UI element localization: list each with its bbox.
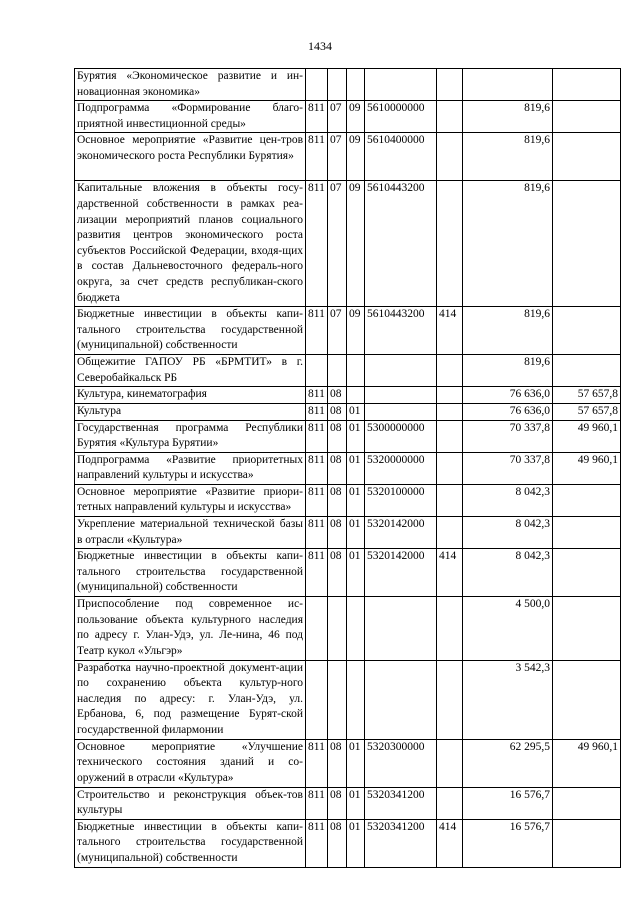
amount-2-cell: 49 960,1 — [553, 739, 621, 787]
grbs-code-cell — [306, 597, 328, 660]
section-code-cell: 07 — [328, 181, 347, 307]
amount-2-cell — [553, 787, 621, 819]
target-article-cell: 5320000000 — [365, 452, 437, 484]
row-name-cell: Общежитие ГАПОУ РБ «БРМТИТ» в г. Северобайкальск РБ — [75, 355, 306, 387]
expense-type-cell — [437, 452, 463, 484]
row-name-cell: Укрепление материальной технической базы в отрасли «Культура» — [75, 517, 306, 549]
grbs-code-cell: 811 — [306, 101, 328, 133]
amount-2-cell — [553, 133, 621, 181]
target-article-cell — [365, 403, 437, 420]
table-row — [75, 549, 621, 597]
row-name-cell: Приспособление под современное ис-пользование объекта культурного наследия по адресу г. Улан-Удэ, ул. Ле-нина, 46 под Театр кукол «Ульгэр» — [75, 597, 306, 660]
expense-type-cell — [437, 660, 463, 739]
expense-type-cell — [437, 517, 463, 549]
amount-cell: 76 636,0 — [463, 403, 553, 420]
subsection-code-cell — [347, 660, 365, 739]
subsection-code-cell: 01 — [347, 739, 365, 787]
target-article-cell — [365, 597, 437, 660]
section-code-cell: 08 — [328, 787, 347, 819]
section-code-cell: 08 — [328, 819, 347, 867]
subsection-code-cell — [347, 597, 365, 660]
amount-cell: 819,6 — [463, 133, 553, 181]
amount-2-cell: 57 657,8 — [553, 387, 621, 404]
amount-cell: 819,6 — [463, 181, 553, 307]
row-name-cell: Культура, кинематография — [75, 387, 306, 404]
target-article-cell: 5300000000 — [365, 420, 437, 452]
table-row — [75, 420, 621, 452]
grbs-code-cell: 811 — [306, 739, 328, 787]
table-row — [75, 387, 621, 404]
expense-type-cell — [437, 597, 463, 660]
amount-2-cell — [553, 597, 621, 660]
amount-2-cell — [553, 660, 621, 739]
expense-type-cell — [437, 355, 463, 387]
row-name-cell: Культура — [75, 403, 306, 420]
grbs-code-cell: 811 — [306, 452, 328, 484]
target-article-cell: 5610000000 — [365, 101, 437, 133]
section-code-cell: 08 — [328, 387, 347, 404]
expense-type-cell — [437, 133, 463, 181]
row-name-cell: Бюджетные инвестиции в объекты капи-тального строительства государственной (муниципальной) собственности — [75, 307, 306, 355]
expense-type-cell — [437, 181, 463, 307]
amount-cell: 819,6 — [463, 355, 553, 387]
amount-cell: 8 042,3 — [463, 549, 553, 597]
table-row — [75, 787, 621, 819]
section-code-cell: 07 — [328, 101, 347, 133]
row-name-cell: Бурятия «Экономическое развитие и ин-новационная экономика» — [75, 69, 306, 101]
target-article-cell — [365, 355, 437, 387]
section-code-cell — [328, 597, 347, 660]
amount-cell: 76 636,0 — [463, 387, 553, 404]
section-code-cell: 08 — [328, 420, 347, 452]
grbs-code-cell: 811 — [306, 484, 328, 516]
amount-2-cell — [553, 69, 621, 101]
subsection-code-cell — [347, 387, 365, 404]
grbs-code-cell: 811 — [306, 819, 328, 867]
section-code-cell: 08 — [328, 452, 347, 484]
grbs-code-cell — [306, 660, 328, 739]
target-article-cell: 5320142000 — [365, 549, 437, 597]
table-row — [75, 660, 621, 739]
table-row — [75, 69, 621, 101]
section-code-cell: 08 — [328, 517, 347, 549]
section-code-cell: 08 — [328, 484, 347, 516]
expense-type-cell — [437, 787, 463, 819]
amount-cell: 70 337,8 — [463, 452, 553, 484]
subsection-code-cell — [347, 355, 365, 387]
amount-cell: 62 295,5 — [463, 739, 553, 787]
expense-type-cell — [437, 101, 463, 133]
table-row — [75, 133, 621, 181]
row-name-cell: Государственная программа Республики Бурятия «Культура Бурятии» — [75, 420, 306, 452]
amount-2-cell — [553, 517, 621, 549]
target-article-cell: 5320300000 — [365, 739, 437, 787]
subsection-code-cell: 01 — [347, 420, 365, 452]
expense-type-cell — [437, 387, 463, 404]
row-name-cell: Основное мероприятие «Развитие цен-тров экономического роста Республики Бурятия» — [75, 133, 306, 181]
expense-type-cell — [437, 420, 463, 452]
expense-type-cell — [437, 739, 463, 787]
target-article-cell — [365, 660, 437, 739]
subsection-code-cell: 09 — [347, 181, 365, 307]
grbs-code-cell — [306, 355, 328, 387]
table-row — [75, 597, 621, 660]
amount-2-cell: 49 960,1 — [553, 420, 621, 452]
target-article-cell: 5610400000 — [365, 133, 437, 181]
table-row — [75, 517, 621, 549]
grbs-code-cell — [306, 69, 328, 101]
table-row — [75, 307, 621, 355]
expense-type-cell: 414 — [437, 307, 463, 355]
amount-2-cell — [553, 307, 621, 355]
target-article-cell: 5320341200 — [365, 787, 437, 819]
row-name-cell: Разработка научно-проектной документ-ации по сохранению объекта культур-ного наследия по адресу: г. Улан-Удэ, ул. Ербанова, 6, под размещение Бурят-ской государственной филармонии — [75, 660, 306, 739]
amount-cell: 819,6 — [463, 307, 553, 355]
target-article-cell: 5610443200 — [365, 181, 437, 307]
section-code-cell: 07 — [328, 133, 347, 181]
table-row — [75, 181, 621, 307]
subsection-code-cell: 09 — [347, 101, 365, 133]
target-article-cell: 5320341200 — [365, 819, 437, 867]
table-row — [75, 484, 621, 516]
amount-2-cell — [553, 819, 621, 867]
subsection-code-cell: 01 — [347, 517, 365, 549]
amount-2-cell — [553, 549, 621, 597]
amount-cell: 16 576,7 — [463, 787, 553, 819]
grbs-code-cell: 811 — [306, 181, 328, 307]
budget-table — [74, 68, 621, 868]
target-article-cell: 5320100000 — [365, 484, 437, 516]
subsection-code-cell: 01 — [347, 787, 365, 819]
grbs-code-cell: 811 — [306, 387, 328, 404]
expense-type-cell — [437, 403, 463, 420]
table-row — [75, 355, 621, 387]
table-row — [75, 819, 621, 867]
target-article-cell — [365, 387, 437, 404]
grbs-code-cell: 811 — [306, 420, 328, 452]
subsection-code-cell: 01 — [347, 484, 365, 516]
row-name-cell: Строительство и реконструкция объек-тов культуры — [75, 787, 306, 819]
table-row — [75, 403, 621, 420]
section-code-cell: 08 — [328, 739, 347, 787]
target-article-cell: 5320142000 — [365, 517, 437, 549]
amount-cell — [463, 69, 553, 101]
section-code-cell: 08 — [328, 549, 347, 597]
amount-2-cell — [553, 101, 621, 133]
row-name-cell: Бюджетные инвестиции в объекты капи-тального строительства государственной (муниципальной) собственности — [75, 819, 306, 867]
expense-type-cell — [437, 484, 463, 516]
table-row — [75, 101, 621, 133]
expense-type-cell — [437, 69, 463, 101]
row-name-cell: Подпрограмма «Развитие приоритетных направлений культуры и искусства» — [75, 452, 306, 484]
expense-type-cell: 414 — [437, 819, 463, 867]
section-code-cell — [328, 660, 347, 739]
subsection-code-cell — [347, 69, 365, 101]
grbs-code-cell: 811 — [306, 517, 328, 549]
amount-cell: 3 542,3 — [463, 660, 553, 739]
amount-2-cell: 49 960,1 — [553, 452, 621, 484]
amount-2-cell: 57 657,8 — [553, 403, 621, 420]
table-row — [75, 739, 621, 787]
expense-type-cell: 414 — [437, 549, 463, 597]
row-name-cell: Бюджетные инвестиции в объекты капи-тального строительства государственной (муниципальной) собственности — [75, 549, 306, 597]
amount-cell: 4 500,0 — [463, 597, 553, 660]
table-row — [75, 452, 621, 484]
row-name-cell: Капитальные вложения в объекты госу-дарственной собственности в рамках реа-лизации мероприятий планов социального развития центров экономического роста субъектов Российской Федерации, входя-щих в состав Дальневосточного федераль-ного округа, за счет средств республикан-ского бюджета — [75, 181, 306, 307]
subsection-code-cell: 01 — [347, 403, 365, 420]
subsection-code-cell: 01 — [347, 549, 365, 597]
section-code-cell — [328, 69, 347, 101]
amount-2-cell — [553, 181, 621, 307]
amount-cell: 819,6 — [463, 101, 553, 133]
grbs-code-cell: 811 — [306, 307, 328, 355]
section-code-cell: 07 — [328, 307, 347, 355]
grbs-code-cell: 811 — [306, 787, 328, 819]
target-article-cell: 5610443200 — [365, 307, 437, 355]
page-number: 1434 — [308, 39, 332, 53]
amount-2-cell — [553, 355, 621, 387]
amount-cell: 8 042,3 — [463, 517, 553, 549]
subsection-code-cell: 09 — [347, 133, 365, 181]
row-name-cell: Подпрограмма «Формирование благо-приятной инвестиционной среды» — [75, 101, 306, 133]
grbs-code-cell: 811 — [306, 133, 328, 181]
amount-2-cell — [553, 484, 621, 516]
grbs-code-cell: 811 — [306, 403, 328, 420]
section-code-cell: 08 — [328, 403, 347, 420]
subsection-code-cell: 09 — [347, 307, 365, 355]
amount-cell: 70 337,8 — [463, 420, 553, 452]
subsection-code-cell: 01 — [347, 452, 365, 484]
row-name-cell: Основное мероприятие «Развитие приори-тетных направлений культуры и искусства» — [75, 484, 306, 516]
amount-cell: 16 576,7 — [463, 819, 553, 867]
subsection-code-cell: 01 — [347, 819, 365, 867]
row-name-cell: Основное мероприятие «Улучшение технического состояния зданий и со-оружений в отрасли «Культура» — [75, 739, 306, 787]
grbs-code-cell: 811 — [306, 549, 328, 597]
section-code-cell — [328, 355, 347, 387]
amount-cell: 8 042,3 — [463, 484, 553, 516]
target-article-cell — [365, 69, 437, 101]
